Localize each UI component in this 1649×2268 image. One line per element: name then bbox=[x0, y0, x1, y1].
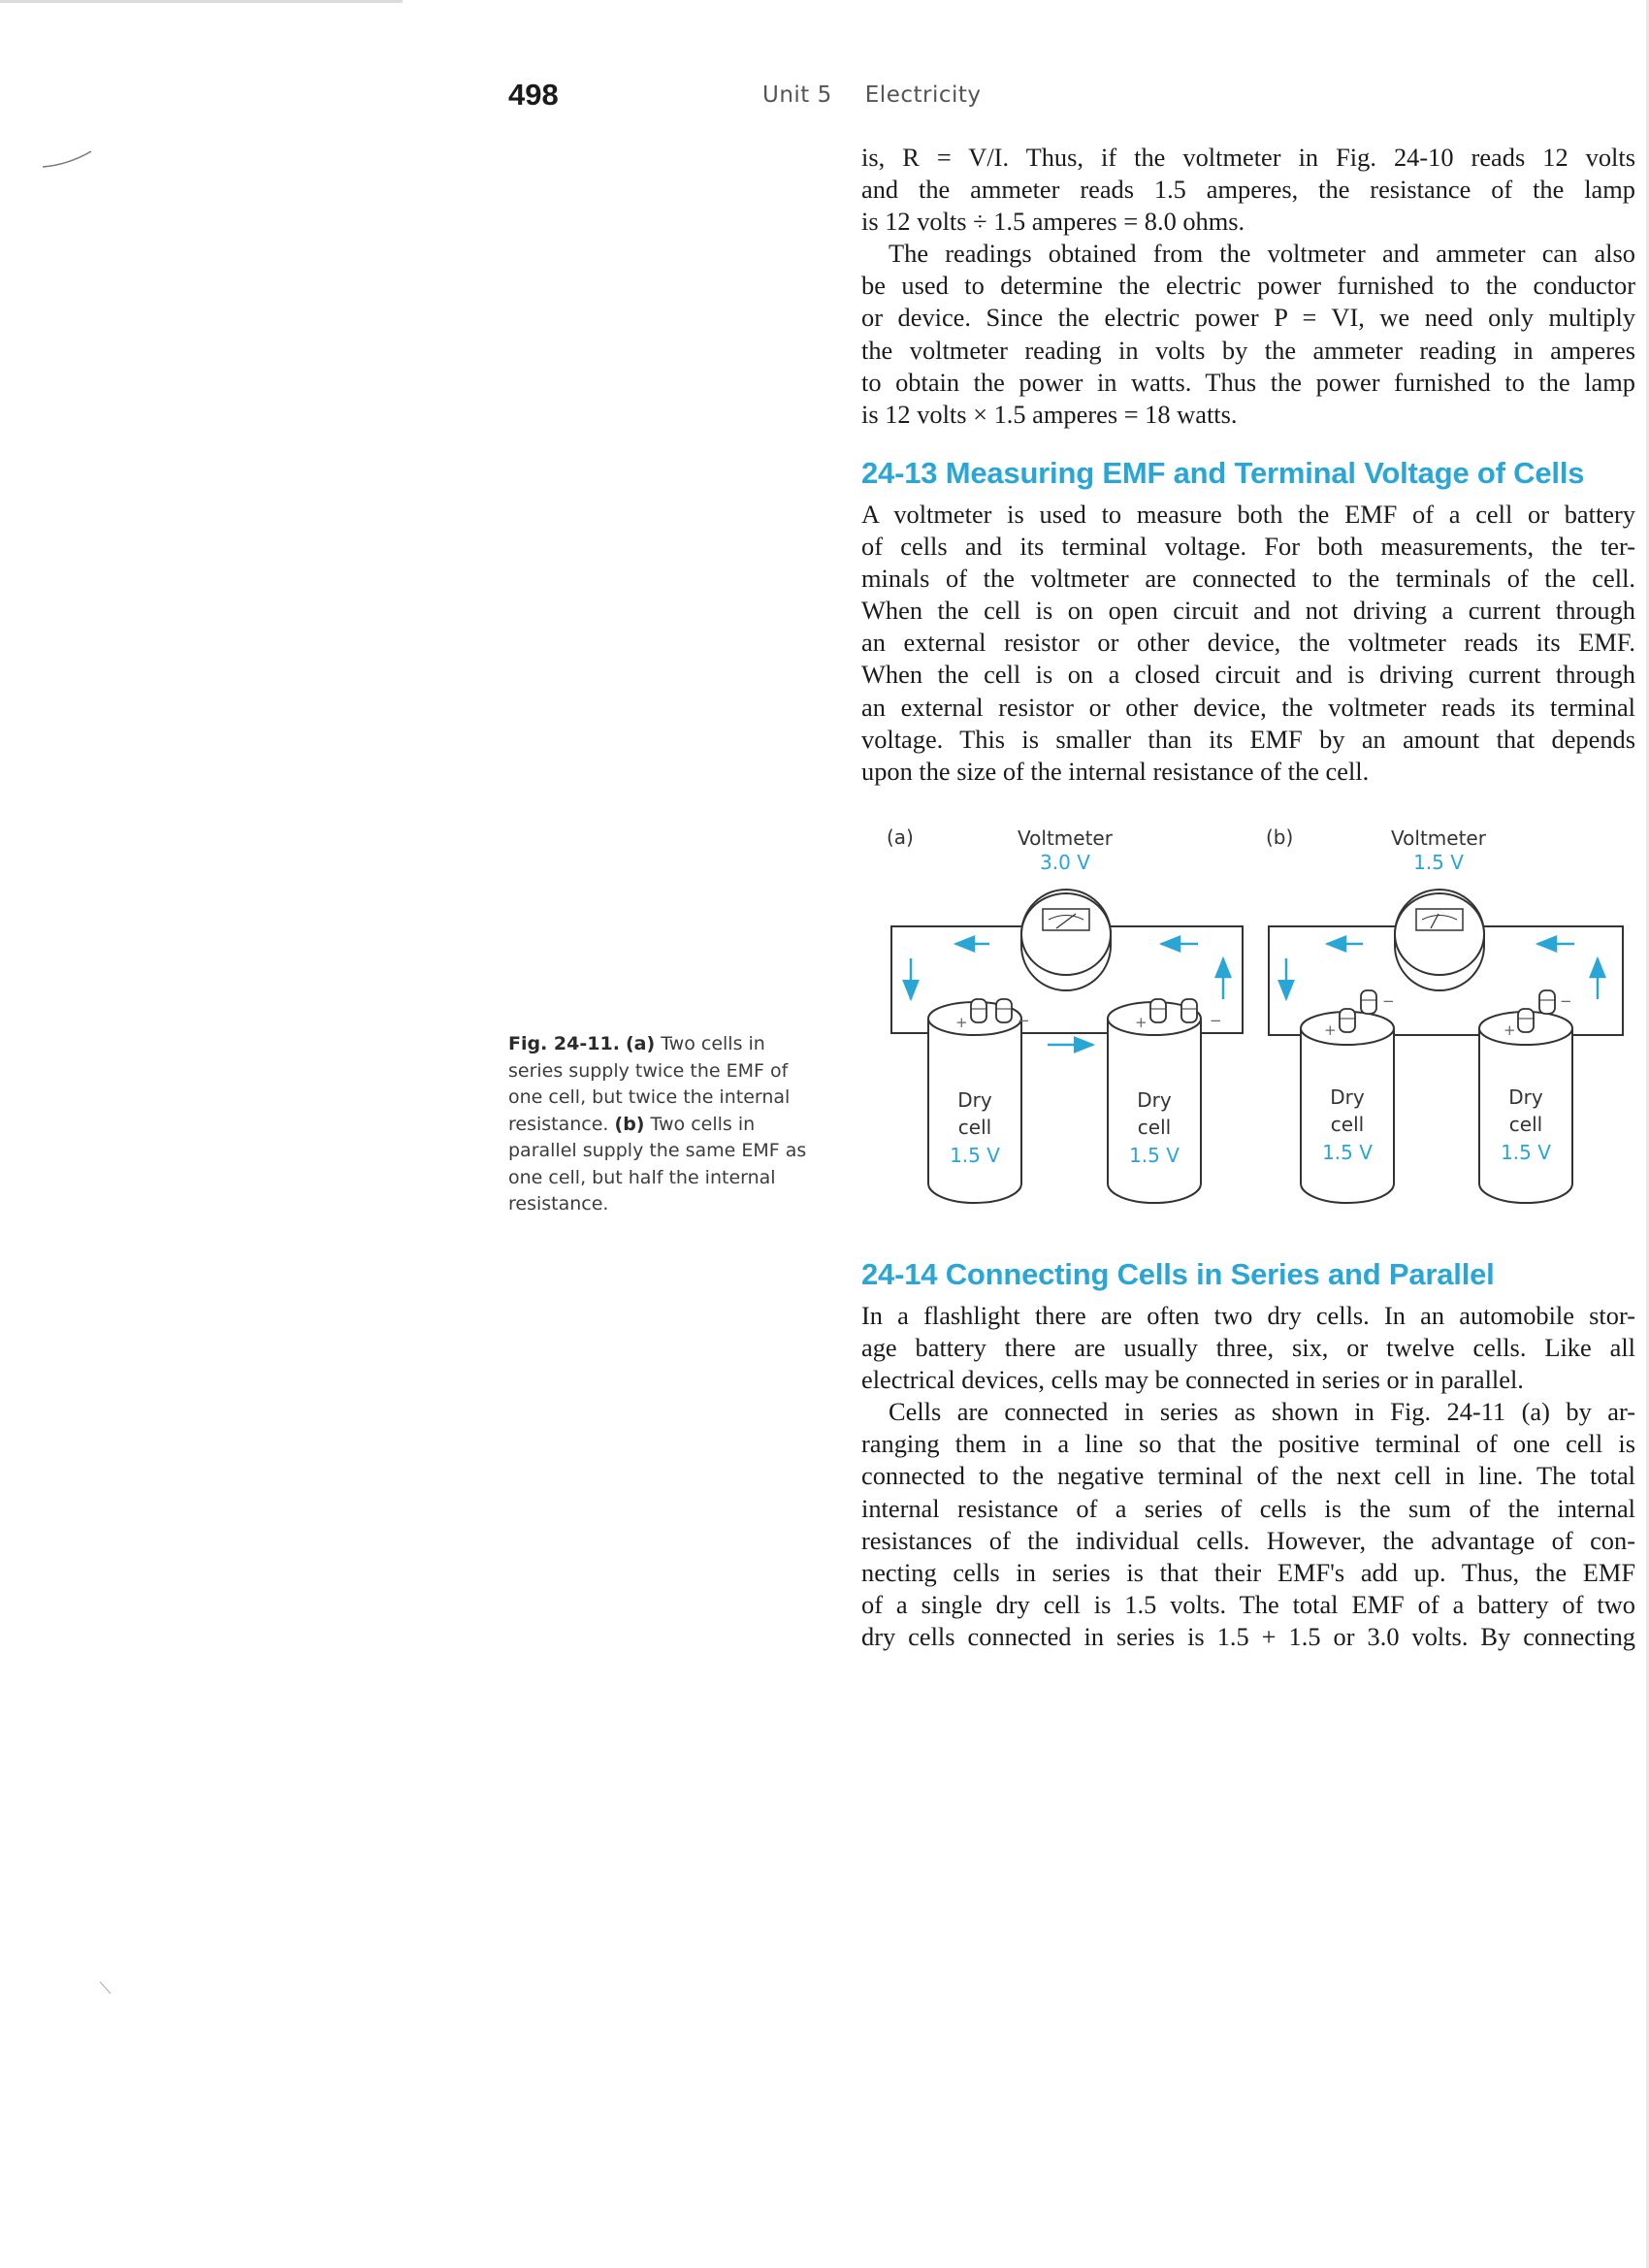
paragraph-power bbox=[861, 238, 1635, 431]
text-line: A voltmeter is used to measure both the EMF of a cell or battery bbox=[861, 500, 1635, 529]
plus-label: + bbox=[1135, 1014, 1148, 1031]
caption-text-a: Two cells in series supply twice the EMF of one cell, but twice the internal resistance. bbox=[508, 1033, 791, 1135]
terminal-icon bbox=[1518, 1009, 1534, 1032]
figure-24-11 bbox=[878, 820, 1634, 1247]
cell-label: cell bbox=[1330, 1113, 1365, 1136]
minus-label: − bbox=[1018, 1012, 1030, 1029]
cell-voltage: 1.5 V bbox=[1501, 1141, 1551, 1164]
voltmeter-reading-a: 3.0 V bbox=[1040, 851, 1090, 874]
caption-marker-b: (b) bbox=[614, 1113, 645, 1135]
cell-label: Dry bbox=[1137, 1088, 1172, 1112]
cell-voltage: 1.5 V bbox=[1322, 1141, 1373, 1164]
cell-label: Dry bbox=[957, 1088, 992, 1112]
terminal-icon bbox=[1340, 1009, 1355, 1032]
text-line: is 12 volts ÷ 1.5 amperes = 8.0 ohms. bbox=[861, 207, 1245, 237]
caption-label: Fig. 24-11. bbox=[508, 1033, 620, 1054]
text-line: of cells and its terminal voltage. For both measurements, the ter- bbox=[861, 532, 1635, 562]
cell-label: Dry bbox=[1508, 1085, 1543, 1109]
text-line: is, R = V/I. Thus, if the voltmeter in Fig. 24-10 reads 12 volts bbox=[861, 143, 1635, 172]
cell-label: cell bbox=[957, 1116, 992, 1139]
circuit-series bbox=[887, 826, 1243, 1203]
top-text bbox=[861, 142, 1635, 431]
text-line: an external resistor or other device, the voltmeter reads its EMF. bbox=[861, 628, 1635, 658]
paragraph-emf bbox=[861, 499, 1635, 788]
text-line: an external resistor or other device, the voltmeter reads its terminal bbox=[861, 692, 1635, 722]
terminal-icon bbox=[1150, 999, 1166, 1022]
paragraph-flashlight bbox=[861, 1300, 1635, 1396]
cell-label: cell bbox=[1137, 1116, 1172, 1139]
unit-label: Unit 5 bbox=[762, 82, 832, 108]
cell-label: cell bbox=[1508, 1113, 1543, 1136]
section-24-14 bbox=[861, 1257, 1635, 1653]
page-number: 498 bbox=[508, 78, 559, 112]
meter-scale-icon bbox=[1416, 909, 1463, 930]
voltmeter-title-a: Voltmeter bbox=[1018, 826, 1113, 850]
running-head bbox=[762, 82, 982, 108]
text-line: Cells are connected in series as shown in Fig. 24-11 (a) by ar- bbox=[889, 1397, 1635, 1427]
text-line: The readings obtained from the voltmeter and ammeter can also bbox=[889, 239, 1635, 269]
terminal-icon bbox=[1181, 999, 1197, 1022]
text-line: voltage. This is smaller than its EMF by an amount that depends bbox=[861, 724, 1635, 754]
text-line: or device. Since the electric power P = VI, we need only multiply bbox=[861, 303, 1635, 333]
text-line: the voltmeter reading in volts by the ammeter reading in amperes bbox=[861, 335, 1635, 365]
text-line: When the cell is on a closed circuit and is driving current through bbox=[861, 660, 1635, 690]
terminal-icon bbox=[1539, 990, 1555, 1014]
dry-cell bbox=[1108, 999, 1222, 1203]
voltmeter-reading-b: 1.5 V bbox=[1413, 851, 1464, 874]
cell-voltage: 1.5 V bbox=[1129, 1144, 1180, 1167]
caption-text-b: Two cells in parallel supply the same EMF as one cell, but half the internal resistance. bbox=[508, 1113, 807, 1215]
text-line: resistances of the individual cells. However, the advantage of con- bbox=[861, 1525, 1635, 1555]
panel-label-a: (a) bbox=[887, 826, 914, 849]
terminal-icon bbox=[971, 999, 986, 1022]
text-line: and the ammeter reads 1.5 amperes, the resistance of the lamp bbox=[861, 175, 1635, 205]
text-line: When the cell is on open circuit and not driving a current through bbox=[861, 596, 1635, 626]
text-line: necting cells in series is that their EMF's add up. Thus, the EMF bbox=[861, 1557, 1635, 1587]
cell-label: Dry bbox=[1330, 1085, 1365, 1109]
text-line: age battery there are usually three, six, or twelve cells. Like all bbox=[861, 1333, 1635, 1363]
cell-voltage: 1.5 V bbox=[950, 1144, 1000, 1167]
dry-cell bbox=[1301, 990, 1395, 1203]
dry-cell bbox=[928, 999, 1030, 1203]
text-line: dry cells connected in series is 1.5 + 1.5 or 3.0 volts. By connecting bbox=[861, 1621, 1635, 1651]
minus-label: − bbox=[1382, 992, 1395, 1010]
plus-label: + bbox=[1504, 1021, 1516, 1039]
panel-label-b: (b) bbox=[1266, 826, 1294, 849]
text-line: electrical devices, cells may be connected in series or in parallel. bbox=[861, 1365, 1524, 1395]
section-heading: 24-13 Measuring EMF and Terminal Voltage of Cells bbox=[861, 456, 1585, 490]
terminal-icon bbox=[1361, 990, 1376, 1014]
scan-edge-top bbox=[0, 0, 403, 3]
section-heading: 24-14 Connecting Cells in Series and Parallel bbox=[861, 1257, 1495, 1291]
figure-caption bbox=[508, 1031, 809, 1218]
terminal-icon bbox=[996, 999, 1012, 1022]
section-24-13 bbox=[861, 456, 1635, 788]
text-line: In a flashlight there are often two dry cells. In an automobile stor- bbox=[861, 1301, 1635, 1330]
plus-label: + bbox=[955, 1014, 968, 1031]
minus-label: − bbox=[1210, 1012, 1222, 1029]
paragraph-series bbox=[861, 1396, 1635, 1653]
text-line: upon the size of the internal resistance of the cell. bbox=[861, 756, 1370, 786]
text-line: connected to the negative terminal of the next cell in line. The total bbox=[861, 1461, 1635, 1491]
minus-label: − bbox=[1560, 992, 1572, 1010]
text-line: minals of the voltmeter are connected to the terminals of the cell. bbox=[861, 564, 1635, 594]
text-line: ranging them in a line so that the positive terminal of one cell is bbox=[861, 1429, 1635, 1459]
meter-scale-icon bbox=[1043, 909, 1089, 930]
dry-cell bbox=[1479, 990, 1572, 1203]
text-line: to obtain the power in watts. Thus the power furnished to the lamp bbox=[861, 367, 1635, 397]
plus-label: + bbox=[1324, 1021, 1337, 1039]
subject-label: Electricity bbox=[864, 82, 982, 108]
voltmeter-title-b: Voltmeter bbox=[1391, 826, 1486, 850]
caption-marker-a: (a) bbox=[625, 1033, 656, 1054]
circuit-parallel bbox=[1266, 826, 1623, 1203]
text-line: internal resistance of a series of cells is the sum of the internal bbox=[861, 1493, 1635, 1523]
text-line: is 12 volts × 1.5 amperes = 18 watts. bbox=[861, 399, 1238, 429]
scan-mark bbox=[39, 146, 97, 175]
scan-mark-2 bbox=[97, 1979, 116, 1998]
paragraph-resistance bbox=[861, 142, 1635, 238]
text-line: be used to determine the electric power furnished to the conductor bbox=[861, 271, 1635, 301]
text-line: of a single dry cell is 1.5 volts. The total EMF of a battery of two bbox=[861, 1589, 1635, 1619]
